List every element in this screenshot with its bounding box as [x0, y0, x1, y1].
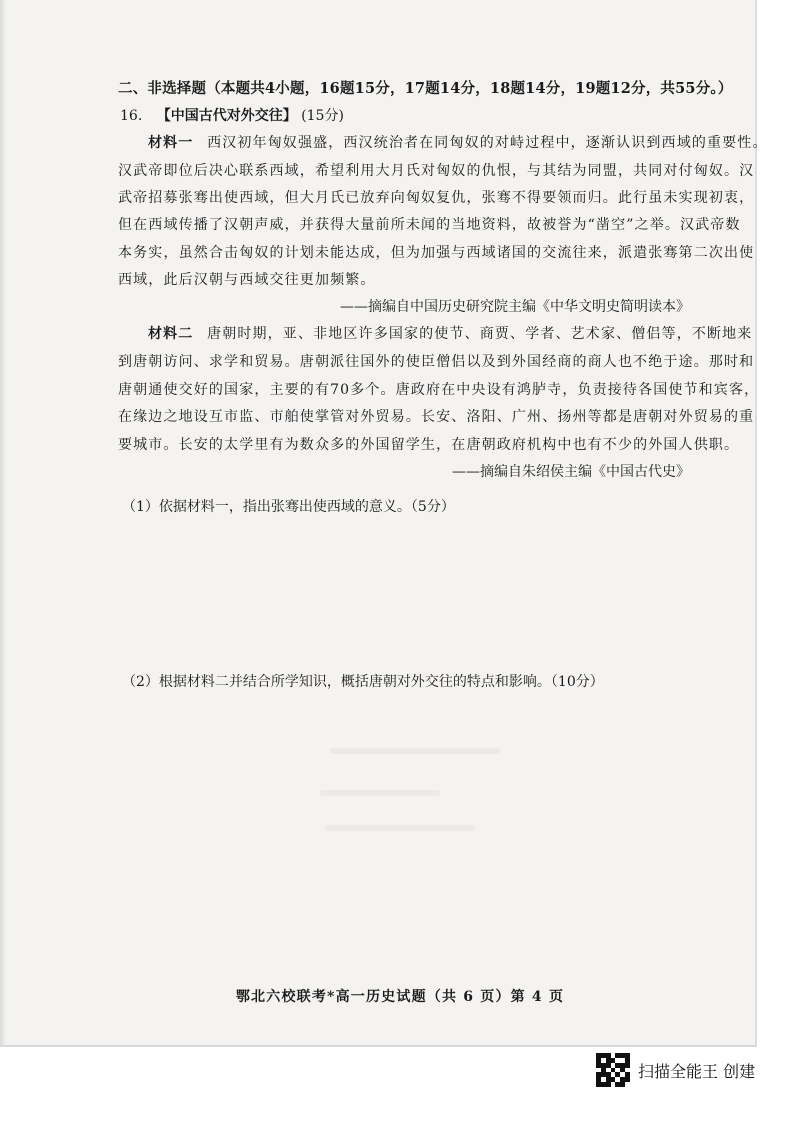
question-points: (15分): [301, 108, 344, 124]
question-number: 16.: [120, 108, 143, 124]
material1-line-3: 武帝招募张骞出使西域，但大月氏已放弃向匈奴复仇，张骞不得要领而归。此行虽未实现初衷，: [118, 190, 755, 206]
section-heading: 二、非选择题（本题共4小题，16题15分，17题14分，18题14分，19题12分，共55分。）: [118, 80, 733, 97]
material2-line-1: 材料二 唐朝时期，亚、非地区许多国家的使节、商贾、学者、艺术家、僧侣等，不断地来: [148, 326, 753, 342]
material1-line-2: 汉武帝即位后决心联系西域，希望利用大月氏对匈奴的仇恨，与其结为同盟，共同对付匈奴。汉: [118, 163, 755, 179]
material1-line-6: 西域，此后汉朝与西域交往更加频繁。: [118, 272, 376, 288]
scanner-watermark-label: 扫描全能王 创建: [638, 1061, 756, 1081]
qr-code-icon: [596, 1053, 630, 1087]
material1-line-4: 但在西域传播了汉朝声威，并获得大量前所未闻的当地资料，故被誉为“凿空”之举。汉武帝数: [118, 217, 741, 233]
scanner-watermark: [596, 1053, 755, 1087]
material2-line-2: 到唐朝访问、求学和贸易。唐朝派往国外的使臣僧侣以及到外国经商的商人也不绝于途。那时和: [118, 354, 755, 370]
material2-line-3: 唐朝通使交好的国家，主要的有70多个。唐政府在中央设有鸿胪寺，负责接待各国使节和宾客，: [118, 382, 760, 398]
show-through-mark: [330, 748, 500, 754]
question-16-header: [120, 107, 344, 125]
material2-line-5: 要城市。长安的太学里有为数众多的外国留学生，在唐朝政府机构中也有不少的外国人供职。: [118, 437, 740, 453]
show-through-mark: [320, 790, 440, 796]
sub-question-2: （2）根据材料二并结合所学知识，概括唐朝对外交往的特点和影响。（10分）: [122, 674, 604, 690]
sub-question-1: （1）依据材料一，指出张骞出使西域的意义。（5分）: [122, 499, 455, 515]
page-footer: 鄂北六校联考*高一历史试题（共 6 页）第 4 页: [235, 989, 565, 1005]
material2-label: 材料二: [148, 326, 194, 342]
show-through-mark: [325, 825, 475, 831]
material2-source: ——摘编自朱绍侯主编《中国古代史》: [452, 464, 690, 480]
material1-label: 材料一: [148, 135, 194, 151]
material2-line-4: 在缘边之地设互市监、市舶使掌管对外贸易。长安、洛阳、广州、扬州等都是唐朝对外贸易的重: [118, 409, 755, 425]
material1-source: ——摘编自中国历史研究院主编《中华文明史简明读本》: [340, 299, 690, 315]
material1-line-1: 材料一 西汉初年匈奴强盛，西汉统治者在同匈奴的对峙过程中，逐渐认识到西域的重要性。: [148, 135, 768, 151]
page-edge-shadow: [0, 0, 6, 1045]
question-topic: 【中国古代对外交往】: [156, 108, 297, 124]
material1-line-5: 本务实，虽然合击匈奴的计划未能达成，但为加强与西域诸国的交流往来，派遣张骞第二次出使: [118, 245, 755, 261]
